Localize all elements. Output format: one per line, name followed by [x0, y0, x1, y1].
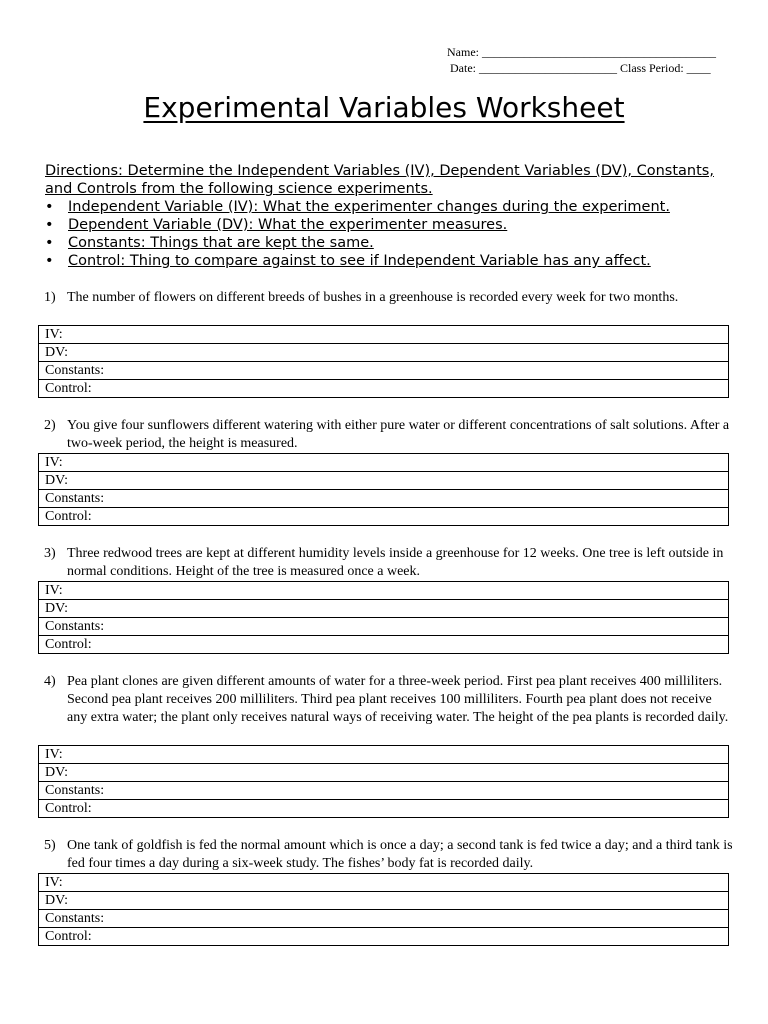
bullet-icon: •	[45, 199, 54, 215]
constants-answer-field[interactable]: Constants:	[39, 618, 729, 636]
question-text: The number of flowers on different breeds of bushes in a greenhouse is recorded every week for two months.	[67, 290, 679, 305]
question-number: 3)	[44, 546, 56, 561]
iv-answer-field[interactable]: IV:	[39, 874, 729, 892]
definitions-list	[45, 198, 745, 270]
dv-answer-field[interactable]: DV:	[39, 892, 729, 910]
definition-control: • Control: Thing to compare against to see if Independent Variable has any affect.	[45, 253, 651, 269]
control-answer-field[interactable]: Control:	[39, 636, 729, 654]
constants-answer-field[interactable]: Constants:	[39, 910, 729, 928]
bullet-icon: •	[45, 217, 54, 233]
question-number: 1)	[44, 290, 56, 305]
iv-answer-field[interactable]: IV:	[39, 454, 729, 472]
question-text: Three redwood trees are kept at different humidity levels inside a greenhouse for 12 weeks. One tree is left outside in normal conditions. Height of the tree is measured once a week.	[67, 546, 724, 579]
definition-dependent-variable: • Dependent Variable (DV): What the experimenter measures.	[45, 217, 508, 233]
question-2	[44, 417, 734, 453]
constants-answer-field[interactable]: Constants:	[39, 362, 729, 380]
question-number: 2)	[44, 418, 56, 433]
question-text: Pea plant clones are given different amounts of water for a three-week period. First pea plant receives 400 milliliters. Second pea plant receives 200 milliliters. Third pea plant receives 100 milliliters. Fourth pea plant does not receive any extra water; the plant only receives natural ways of receiving water. The height of the pea plants is recorded daily.	[67, 674, 729, 725]
constants-answer-field[interactable]: Constants:	[39, 782, 729, 800]
control-answer-field[interactable]: Control:	[39, 508, 729, 526]
question-number: 4)	[44, 674, 56, 689]
definition-independent-variable: • Independent Variable (IV): What the experimenter changes during the experiment.	[45, 199, 670, 215]
directions-text: Directions: Determine the Independent Variables (IV), Dependent Variables (DV), Constants, and Controls from the following science experiments.	[45, 163, 714, 197]
control-answer-field[interactable]: Control:	[39, 800, 729, 818]
dv-answer-field[interactable]: DV:	[39, 764, 729, 782]
bullet-icon: •	[45, 253, 54, 269]
answer-table-5	[38, 873, 729, 946]
question-4	[44, 673, 734, 727]
dv-answer-field[interactable]: DV:	[39, 344, 729, 362]
dv-answer-field[interactable]: DV:	[39, 600, 729, 618]
question-number: 5)	[44, 838, 56, 853]
iv-answer-field[interactable]: IV:	[39, 746, 729, 764]
question-text: One tank of goldfish is fed the normal amount which is once a day; a second tank is fed twice a day; and a third tank is fed four times a day during a six-week study. The fishes’ body fat is recorded daily.	[67, 838, 733, 871]
date-class-period-field[interactable]: Date: _______________________ Class Period: ____	[450, 61, 711, 75]
name-field[interactable]: Name: _______________________________________	[447, 45, 716, 59]
bullet-icon: •	[45, 235, 54, 251]
answer-table-2	[38, 453, 729, 526]
answer-table-4	[38, 745, 729, 818]
control-answer-field[interactable]: Control:	[39, 380, 729, 398]
constants-answer-field[interactable]: Constants:	[39, 490, 729, 508]
definition-constants: • Constants: Things that are kept the same.	[45, 235, 374, 251]
iv-answer-field[interactable]: IV:	[39, 582, 729, 600]
dv-answer-field[interactable]: DV:	[39, 472, 729, 490]
directions-block	[45, 162, 745, 270]
question-5	[44, 837, 734, 873]
page-title: Experimental Variables Worksheet	[143, 91, 625, 124]
question-text: You give four sunflowers different watering with either pure water or different concentrations of salt solutions. After a two-week period, the height is measured.	[67, 418, 730, 451]
student-info-fields	[447, 44, 737, 76]
question-1	[44, 289, 734, 307]
answer-table-1	[38, 325, 729, 398]
answer-table-3	[38, 581, 729, 654]
question-3	[44, 545, 734, 581]
control-answer-field[interactable]: Control:	[39, 928, 729, 946]
iv-answer-field[interactable]: IV:	[39, 326, 729, 344]
